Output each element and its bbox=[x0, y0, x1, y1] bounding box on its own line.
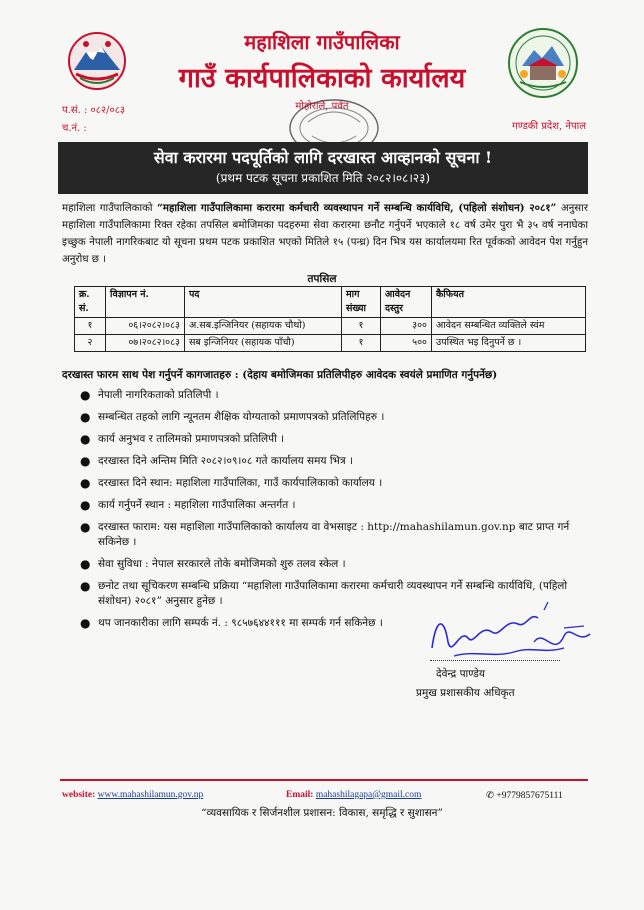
list-item-text: सम्बन्धित तहको लागि न्यूनतम शैक्षिक योग्यताको प्रमाणपत्रको प्रतिलिपिहरु । bbox=[98, 411, 385, 423]
cell-advert-no: ०७।२०८२।०८३ bbox=[106, 335, 185, 352]
footer-phone: ✆ +9779857675111 bbox=[486, 791, 563, 801]
signer-title: प्रमुख प्रशासकीय अधिकृत bbox=[416, 687, 515, 699]
bullet-icon: ● bbox=[80, 410, 91, 424]
signature-line bbox=[430, 660, 560, 661]
list-item bbox=[80, 498, 592, 513]
list-item bbox=[80, 476, 592, 491]
intro-paragraph bbox=[62, 200, 588, 268]
email-label: Email: bbox=[286, 790, 314, 800]
intro-text-start: महाशिला गाउँपालिकाको bbox=[62, 203, 158, 214]
email-link[interactable]: mahashilagapa@gmail.com bbox=[315, 790, 422, 800]
list-item bbox=[80, 454, 592, 469]
reference-number: प.सं. : ०८२/०८३ bbox=[62, 105, 126, 116]
org-name: महाशिला गाउँपालिका bbox=[244, 30, 400, 54]
bullet-icon: ● bbox=[80, 432, 91, 446]
intro-procedure-name: “महाशिला गाउँपालिकामा करारमा कर्मचारी व्यवस्थापन गर्ने सम्बन्धि कार्यविधि, (पहिलो संशोधन) २०८१” bbox=[157, 202, 557, 214]
list-item bbox=[80, 520, 592, 550]
bullet-icon: ● bbox=[80, 454, 91, 468]
website-link[interactable]: www.mahashilamun.gov.np bbox=[97, 790, 204, 800]
footer-email bbox=[286, 790, 421, 800]
list-item bbox=[80, 410, 592, 425]
col-advert-no: विज्ञापन नं. bbox=[106, 287, 185, 318]
table-caption: तपसिल bbox=[307, 273, 337, 285]
cell-remarks: उपस्थित भइ दिनुपर्ने छ । bbox=[432, 335, 586, 352]
footer-motto: “व्यवसायिक र सिर्जनशील प्रशासन: विकास, समृद्धि र सुशासन” bbox=[201, 807, 443, 819]
bullet-icon: ● bbox=[80, 520, 91, 534]
list-item-text: सेवा सुविधा : नेपाल सरकारले तोके बमोजिमको शुरु तलव स्केल । bbox=[98, 558, 346, 570]
vacancy-table bbox=[74, 286, 586, 352]
list-item-text: छनोट तथा सूचिकरण सम्बन्धि प्रक्रिया “महाशिला गाउँपालिकामा करारमा कर्मचारी व्यवस्थापन गर्ने सम्बन्धि कार्यविधि, (पहिलो संशोधन) २०८१” अनुसार हुनेछ । bbox=[98, 580, 568, 607]
footer-divider bbox=[60, 779, 588, 781]
notice-title: सेवा करारमा पदपूर्तिको लागि दरखास्त आव्हानको सूचना ! bbox=[153, 148, 493, 167]
list-item bbox=[80, 388, 592, 403]
list-item bbox=[80, 557, 592, 572]
cell-fee: ५०० bbox=[381, 335, 432, 352]
signer-name: देवेन्द्र पाण्डेय bbox=[436, 668, 485, 680]
list-item-text: थप जानकारीका लागि सम्पर्क नं. : ९८५७६४४१११ मा सम्पर्क गर्न सकिनेछ । bbox=[98, 617, 383, 629]
col-post: पद bbox=[185, 287, 342, 318]
list-item-text: कार्य गर्नुपर्ने स्थान : महाशिला गाउँपालिका अन्तर्गत । bbox=[98, 499, 296, 511]
col-fee: आवेदन दस्तुर bbox=[381, 287, 432, 318]
province-label: गण्डकी प्रदेश, नेपाल bbox=[512, 121, 586, 132]
bullet-icon: ● bbox=[80, 476, 91, 490]
bullet-icon: ● bbox=[80, 388, 91, 402]
cell-post: अ.सब.इन्जिनियर (सहायक चौथो) bbox=[185, 318, 342, 335]
table-row bbox=[75, 335, 586, 352]
list-item-text: दरखास्त फाराम: यस महाशिला गाउँपालिकाको कार्यालय वा वेभसाइट : http://mahashilamun.gov.np बाट प्राप्त गर्न सकिनेछ । bbox=[98, 521, 570, 548]
intro-text-rest: अनुसार महाशिला गाउँपालिकामा रिक्त रहेका तपसिल बमोजिमका पदहरुमा सेवा करारमा छनौट गर्नुपर्ने भएकाले १८ वर्ष उमेर पुरा भै ३५ वर्ष ननाघेका इच्छुक नेपाली नागरिकबाट यो सूचना प्रथम पटक प्रकाशित भएको मितिले १५ (पन्ध्र) दिन भित्र यस कार्यालयमा रित पूर्वकको आवेदन पेश गर्नुहुन अनुरोध छ । bbox=[62, 203, 588, 265]
col-demand: माग संख्या bbox=[342, 287, 381, 318]
col-serial: क्र. सं. bbox=[75, 287, 106, 318]
list-item-text: दरखास्त दिने स्थान: महाशिला गाउँपालिका, गाउँ कार्यपालिकाको कार्यालय । bbox=[98, 477, 383, 489]
cell-serial: २ bbox=[75, 335, 106, 352]
bullet-icon: ● bbox=[80, 579, 91, 593]
cell-advert-no: ०६।२०८२।०८३ bbox=[106, 318, 185, 335]
cell-post: सब इन्जिनियर (सहायक पाँचौ) bbox=[185, 335, 342, 352]
cell-demand: १ bbox=[342, 318, 381, 335]
bullet-icon: ● bbox=[80, 616, 91, 630]
office-name: गाउँ कार्यपालिकाको कार्यालय bbox=[178, 63, 466, 94]
bullet-icon: ● bbox=[80, 557, 91, 571]
list-item-text: नेपाली नागरिकताको प्रतिलिपी । bbox=[98, 389, 219, 401]
table-row bbox=[75, 318, 586, 335]
table-header-row bbox=[75, 287, 586, 318]
list-item bbox=[80, 432, 592, 447]
notice-title-banner bbox=[58, 142, 588, 194]
documents-heading: दरखास्त फारम साथ पेश गर्नुपर्ने कागजातहरु : (देहाय बमोजिमका प्रतिलिपीहरु आवेदक स्वयंले प्रमाणित गर्नुपर्नेछ) bbox=[62, 369, 498, 381]
dispatch-number: च.नं. : bbox=[62, 123, 87, 134]
notice-publish-date: (प्रथम पटक सूचना प्रकाशित मिति २०८२।०८।२३) bbox=[215, 171, 431, 185]
handwritten-signature-icon bbox=[414, 598, 604, 676]
cell-serial: १ bbox=[75, 318, 106, 335]
website-label: website: bbox=[62, 790, 96, 800]
list-item-text: दरखास्त दिने अन्तिम मिति २०८२।०९।०८ गते कार्यालय समय भित्र । bbox=[98, 455, 354, 467]
cell-demand: १ bbox=[342, 335, 381, 352]
bullet-icon: ● bbox=[80, 498, 91, 512]
cell-fee: ३०० bbox=[381, 318, 432, 335]
office-place: मोहोराले, पर्वत bbox=[295, 101, 349, 112]
cell-remarks: आवेदन सम्बन्धित व्यक्तिले स्वंम bbox=[432, 318, 586, 335]
footer-website bbox=[62, 790, 203, 800]
list-item-text: कार्य अनुभव र तालिमको प्रमाणपत्रको प्रतिलिपी । bbox=[98, 433, 285, 445]
col-remarks: कैफियत bbox=[432, 287, 586, 318]
